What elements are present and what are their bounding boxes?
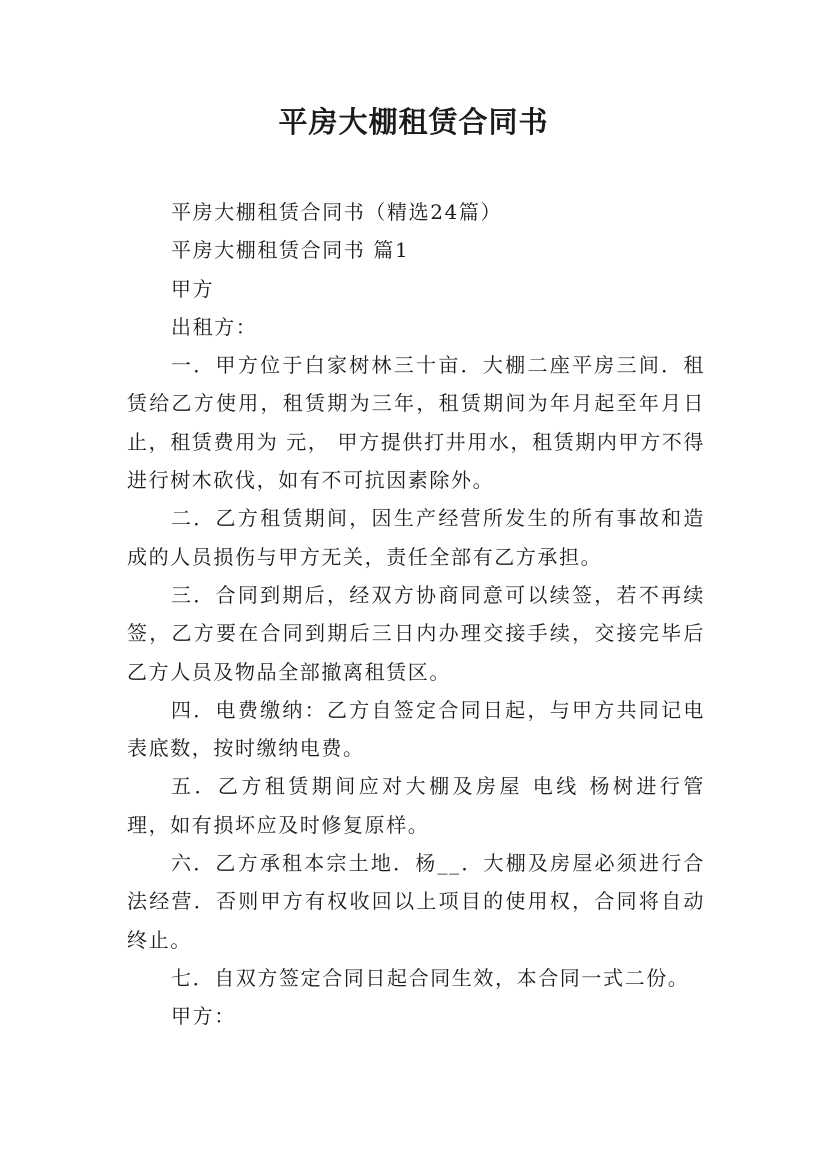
clause-6: 六．乙方承租本宗土地．杨__．大棚及房屋必须进行合法经营．否则甲方有权收回以上项目的使用权，合同将自动终止。 (127, 851, 705, 952)
clause-4: 四．电费缴纳：乙方自签定合同日起，与甲方共同记电表底数，按时缴纳电费。 (127, 697, 705, 761)
clause-1: 一．甲方位于白家树林三十亩．大棚二座平房三间．租赁给乙方使用，租赁期为三年，租赁期间为年月起至年月日止，租赁费用为 元， 甲方提供打井用水，租赁期内甲方不得进行树木砍伐，如有不可抗因素除外。 (127, 353, 705, 493)
document-body (127, 193, 705, 1036)
paragraph-party-a: 甲方 (171, 276, 215, 301)
paragraph-subtitle: 平房大棚租赁合同书（精选24篇） (171, 200, 503, 224)
clause-3: 三．合同到期后，经双方协商同意可以续签，若不再续签，乙方要在合同到期后三日内办理交接手续，交接完毕后乙方人员及物品全部撤离租赁区。 (127, 582, 705, 684)
clause-5: 五．乙方租赁期间应对大棚及房屋 电线 杨树进行管理，如有损坏应及时修复原样。 (127, 774, 705, 837)
document-title: 平房大棚租赁合同书 (278, 105, 549, 139)
paragraph-section-heading: 平房大棚租赁合同书 篇1 (171, 238, 410, 263)
paragraph-lessor: 出租方： (171, 314, 258, 339)
clause-2: 二．乙方租赁期间，因生产经营所发生的所有事故和造成的人员损伤与甲方无关，责任全部有乙方承担。 (127, 506, 705, 569)
signature-party-a: 甲方： (171, 1004, 236, 1029)
clause-7: 七．自双方签定合同日起合同生效，本合同一式二份。 (171, 965, 690, 990)
